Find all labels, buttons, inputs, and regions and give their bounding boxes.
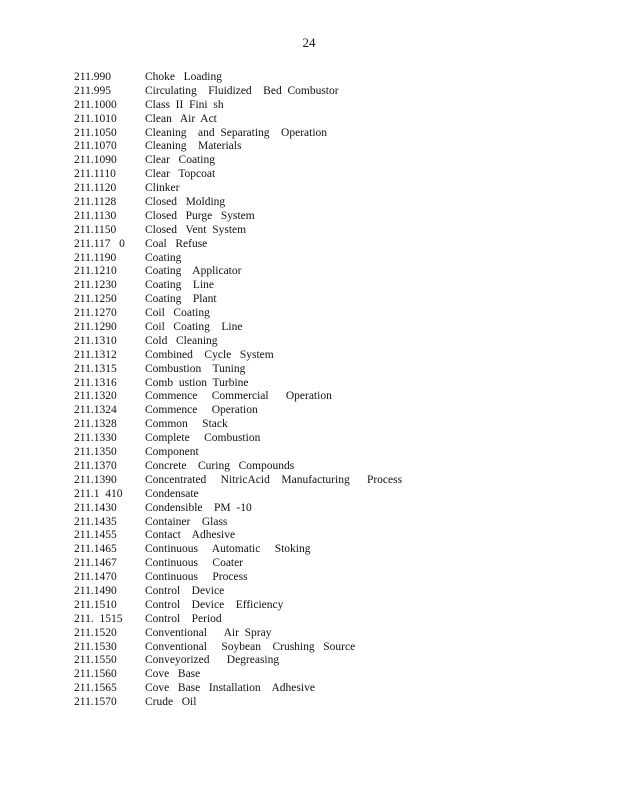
section-number: 211.1370 <box>74 459 117 472</box>
section-number: 211.1570 <box>74 696 117 709</box>
term: Coating Plant <box>145 293 217 306</box>
term: Clear Coating <box>145 154 215 167</box>
section-number: 211. 1515 <box>74 612 123 625</box>
term: Continuous Process <box>145 571 248 584</box>
section-number: 211.1467 <box>74 557 117 570</box>
term: Component <box>145 446 199 459</box>
term: Cove Base <box>145 668 201 681</box>
term: Cleaning Materials <box>145 140 242 153</box>
term: Coating Applicator <box>145 265 242 278</box>
list-item <box>74 585 594 599</box>
section-number: 211.1150 <box>74 223 117 236</box>
list-item <box>74 238 594 252</box>
term: Class II Fini sh <box>145 98 224 111</box>
section-number: 211.1090 <box>74 154 117 167</box>
list-item <box>74 474 594 488</box>
term: Coal Refuse <box>145 237 208 250</box>
list-item <box>74 224 594 238</box>
list-item <box>74 279 594 293</box>
section-number: 211.1130 <box>74 209 117 222</box>
term: Concentrated NitricAcid Manufacturing Process <box>145 473 403 486</box>
list-item <box>74 265 594 279</box>
section-number: 211.1210 <box>74 265 117 278</box>
list-item <box>74 293 594 307</box>
section-number: 211.1435 <box>74 515 117 528</box>
term: Circulating Fluidized Bed Combustor <box>145 84 339 97</box>
term: Cove Base Installation Adhesive <box>145 682 315 695</box>
term: Combined Cycle System <box>145 348 274 361</box>
section-number: 211.1560 <box>74 668 117 681</box>
list-item <box>74 557 594 571</box>
list-item <box>74 543 594 557</box>
list-item <box>74 668 594 682</box>
list-item <box>74 321 594 335</box>
list-item <box>74 404 594 418</box>
list-item <box>74 432 594 446</box>
section-number: 211.1520 <box>74 626 117 639</box>
section-number: 211.1190 <box>74 251 117 264</box>
list-item <box>74 154 594 168</box>
section-number: 211.1350 <box>74 446 117 459</box>
term: Clinker <box>145 182 180 195</box>
section-number: 211.1465 <box>74 543 117 556</box>
list-item <box>74 529 594 543</box>
section-number: 211.1290 <box>74 321 117 334</box>
term: Coating Line <box>145 279 214 292</box>
term: Concrete Curing Compounds <box>145 459 295 472</box>
term: Continuous Coater <box>145 557 244 570</box>
list-item <box>74 502 594 516</box>
section-number: 211.117 0 <box>74 237 125 250</box>
section-number: 211.990 <box>74 71 111 83</box>
section-number: 211.1250 <box>74 293 117 306</box>
section-number: 211.1315 <box>74 362 117 375</box>
section-number: 211.1230 <box>74 279 117 292</box>
term: Condensible PM -10 <box>145 501 252 514</box>
list-item <box>74 196 594 210</box>
list-item <box>74 696 594 710</box>
term: Cold Cleaning <box>145 334 218 347</box>
section-number: 211.1120 <box>74 182 117 195</box>
term: Conventional Air Spray <box>145 626 272 639</box>
term: Common Stack <box>145 418 228 431</box>
list-item <box>74 182 594 196</box>
section-number: 211.1050 <box>74 126 117 139</box>
term: Choke Loading <box>145 71 222 83</box>
list-item <box>74 168 594 182</box>
list-item <box>74 682 594 696</box>
list-item <box>74 335 594 349</box>
list-item <box>74 377 594 391</box>
term: Contact Adhesive <box>145 529 236 542</box>
list-item <box>74 210 594 224</box>
section-number: 211.1510 <box>74 598 117 611</box>
list-item <box>74 599 594 613</box>
term: Coil Coating Line <box>145 321 243 334</box>
page-number: 24 <box>302 35 316 50</box>
section-number: 211.1550 <box>74 654 117 667</box>
term: Coil Coating <box>145 307 210 320</box>
term: Coating <box>145 251 182 264</box>
term: Conveyorized Degreasing <box>145 654 280 667</box>
term: Closed Purge System <box>145 209 255 222</box>
section-number: 211.1128 <box>74 196 117 209</box>
section-number: 211.1 410 <box>74 487 123 500</box>
section-number: 211.1328 <box>74 418 117 431</box>
list-item <box>74 307 594 321</box>
list-item <box>74 99 594 113</box>
section-number: 211.995 <box>74 84 111 97</box>
list-item <box>74 252 594 266</box>
list-item <box>74 418 594 432</box>
list-item <box>74 460 594 474</box>
term: Continuous Automatic Stoking <box>145 543 311 556</box>
list-item <box>74 363 594 377</box>
list-item <box>74 488 594 502</box>
list-item <box>74 140 594 154</box>
term: Control Device <box>145 584 225 597</box>
section-number: 211.1324 <box>74 404 117 417</box>
term: Commence Operation <box>145 404 258 417</box>
section-number: 211.1320 <box>74 390 117 403</box>
section-number: 211.1430 <box>74 501 117 514</box>
term: Clean Air Act <box>145 112 217 125</box>
section-number: 211.1470 <box>74 571 117 584</box>
term: Conventional Soybean Crushing Source <box>145 640 356 653</box>
list-item <box>74 571 594 585</box>
list-item <box>74 516 594 530</box>
section-number: 211.1070 <box>74 140 117 153</box>
term: Clear Topcoat <box>145 168 216 181</box>
list-item <box>74 349 594 363</box>
section-number: 211.1270 <box>74 307 117 320</box>
term: Comb ustion Turbine <box>145 376 249 389</box>
list-item <box>74 85 594 99</box>
section-number: 211.1330 <box>74 432 117 445</box>
section-number: 211.1310 <box>74 334 117 347</box>
term: Closed Vent System <box>145 223 247 236</box>
term: Closed Molding <box>145 196 226 209</box>
definitions-list <box>74 71 594 710</box>
section-number: 211.1565 <box>74 682 117 695</box>
list-item <box>74 390 594 404</box>
term: Crude Oil <box>145 696 197 709</box>
list-item <box>74 113 594 127</box>
list-item <box>74 627 594 641</box>
section-number: 211.1316 <box>74 376 117 389</box>
section-number: 211.1490 <box>74 584 117 597</box>
section-number: 211.1455 <box>74 529 117 542</box>
term: Container Glass <box>145 515 228 528</box>
term: Complete Combustion <box>145 432 261 445</box>
section-number: 211.1110 <box>74 168 116 181</box>
section-number: 211.1390 <box>74 473 117 486</box>
term: Condensate <box>145 487 199 500</box>
term: Control Period <box>145 612 222 625</box>
term: Commence Commercial Operation <box>145 390 332 403</box>
list-item <box>74 654 594 668</box>
section-number: 211.1312 <box>74 348 117 361</box>
list-item <box>74 71 594 85</box>
term: Cleaning and Separating Operation <box>145 126 328 139</box>
section-number: 211.1530 <box>74 640 117 653</box>
list-item <box>74 641 594 655</box>
term: Combustion Tuning <box>145 362 246 375</box>
list-item <box>74 127 594 141</box>
list-item <box>74 613 594 627</box>
list-item <box>74 446 594 460</box>
section-number: 211.1010 <box>74 112 117 125</box>
term: Control Device Efficiency <box>145 598 284 611</box>
section-number: 211.1000 <box>74 98 117 111</box>
